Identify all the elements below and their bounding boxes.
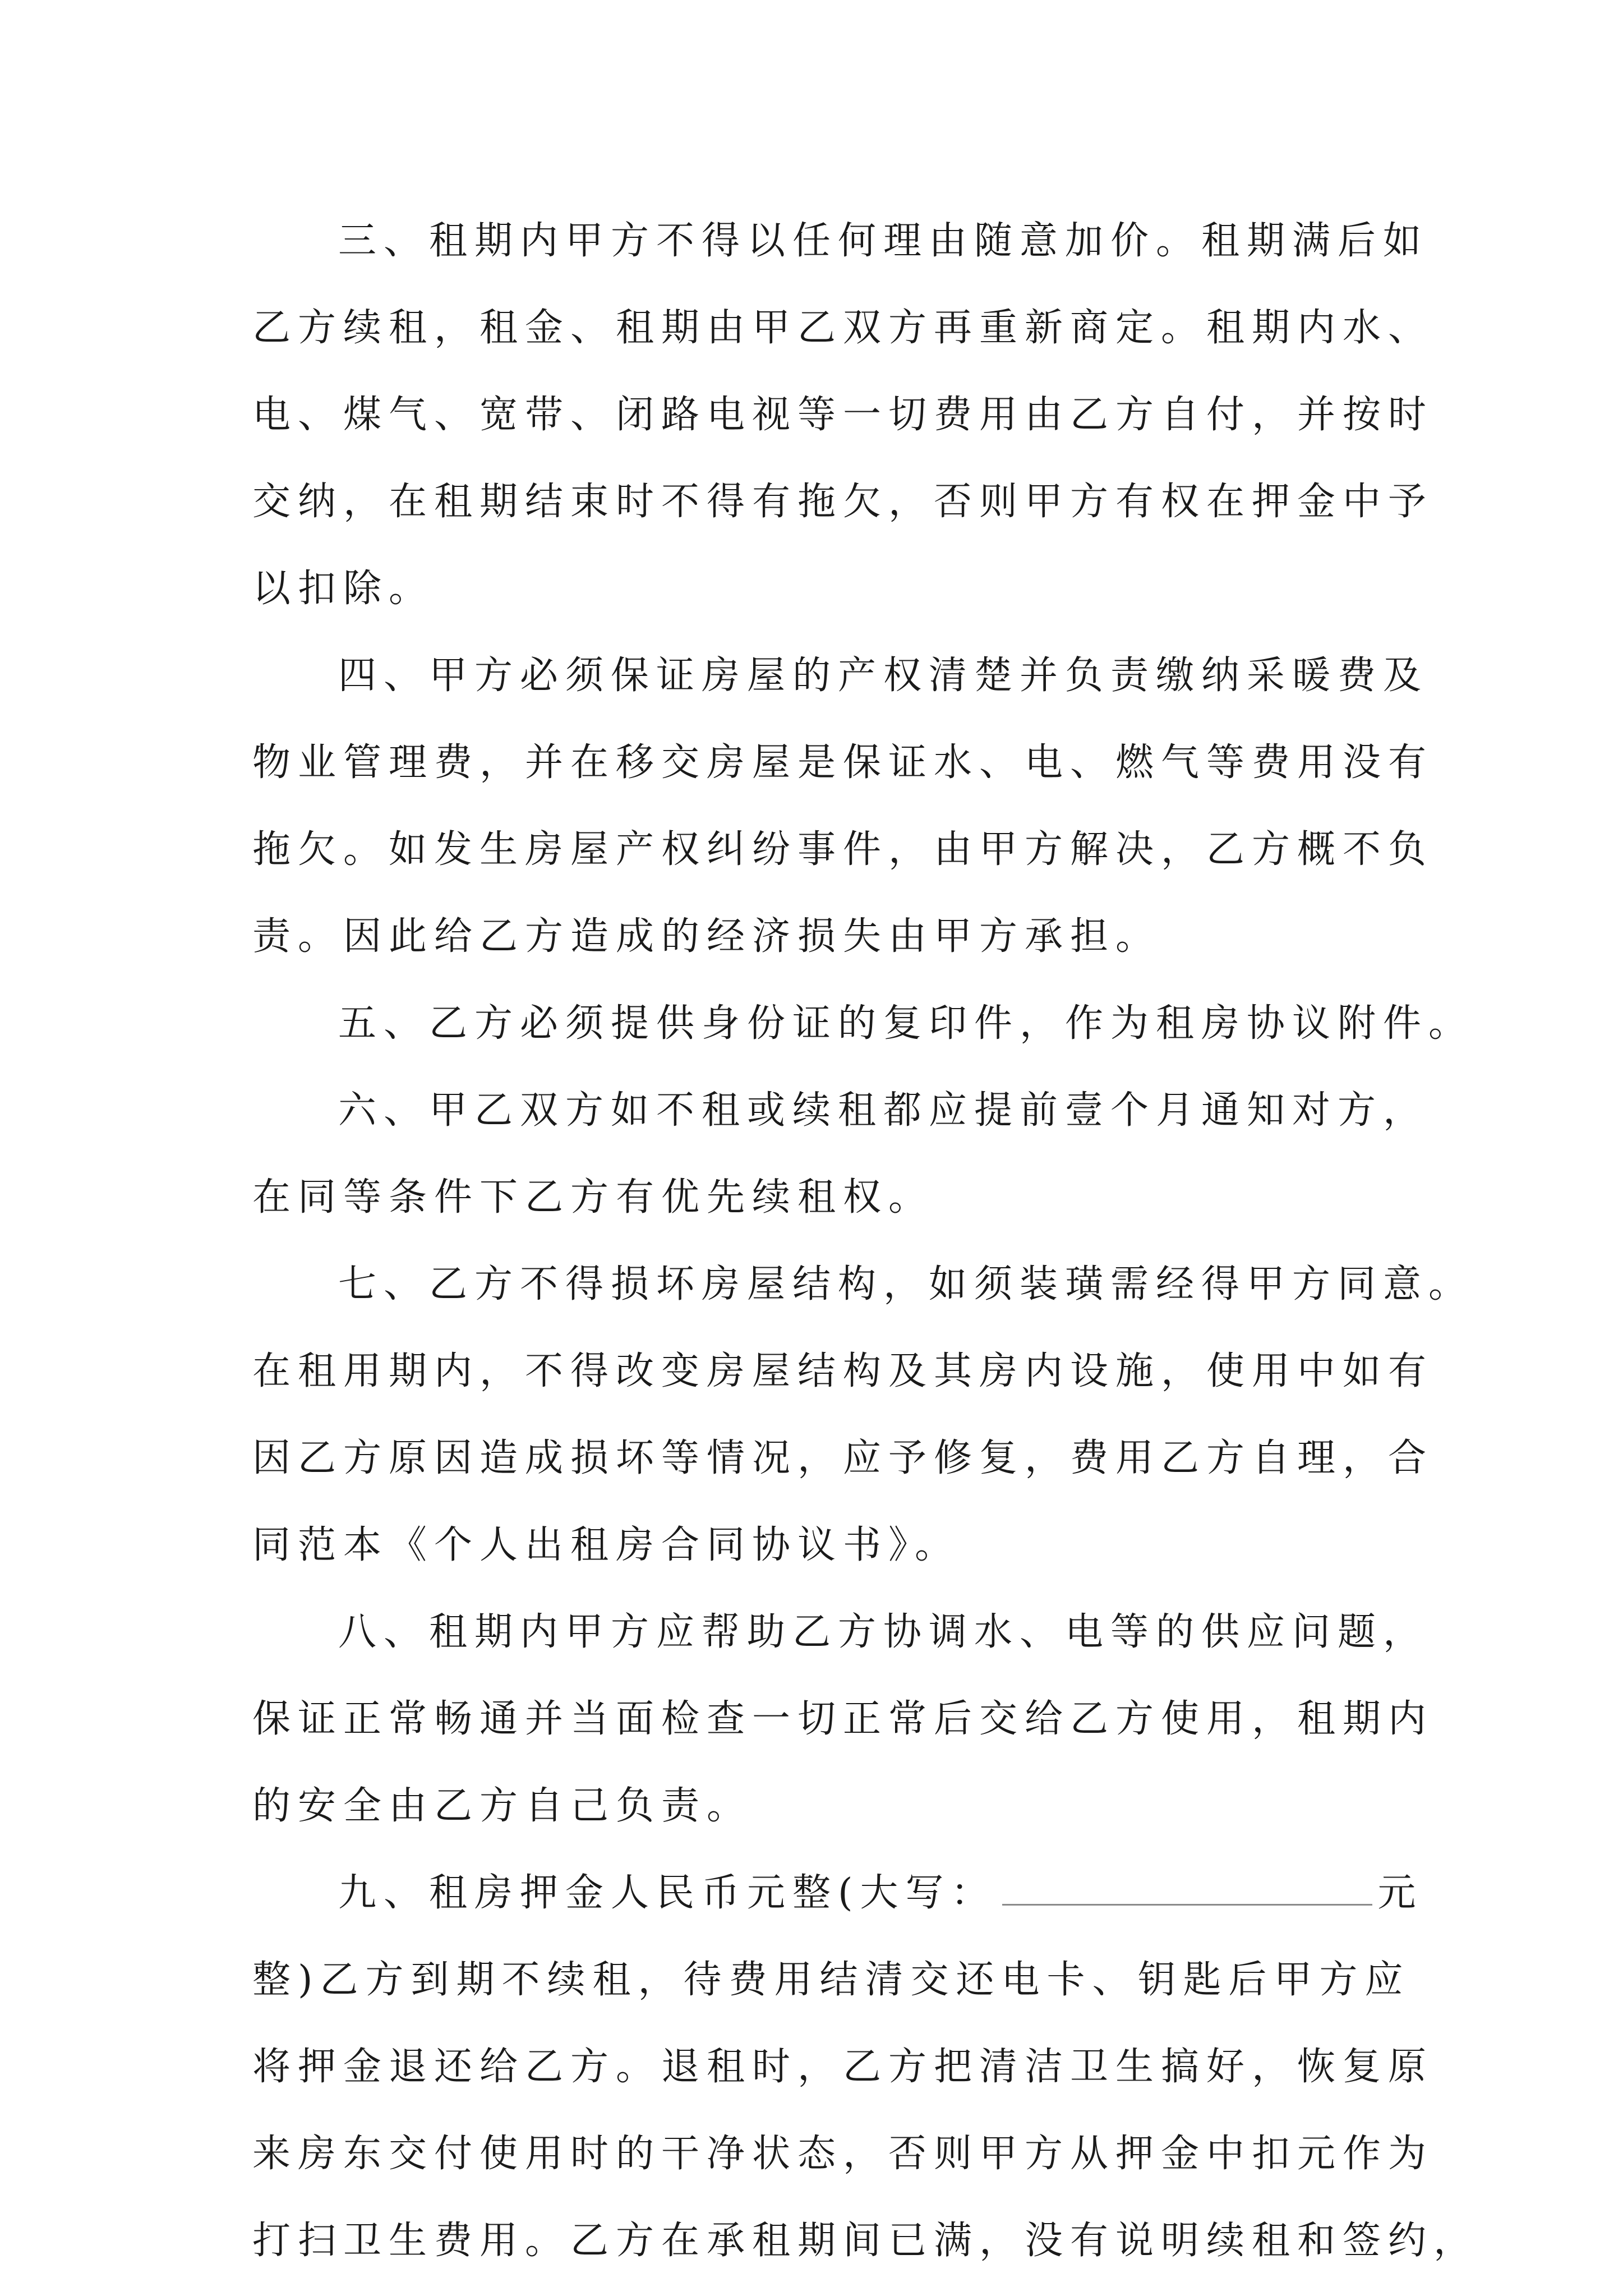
clause-4-line-1: 四、甲方必须保证房屋的产权清楚并负责缴纳采暖费及 [338,654,1429,698]
clause-3-line-2: 乙方续租，租金、租期由甲乙双方再重新商定。租期内水、 [252,306,1434,350]
clause-9-line-5: 打扫卫生费用。乙方在承租期间已满，没有说明续租和签约， [252,2219,1479,2263]
clause-4-line-2: 物业管理费，并在移交房屋是保证水、电、燃气等费用没有 [252,740,1434,785]
clause-3-line-1: 三、租期内甲方不得以任何理由随意加价。租期满后如 [338,219,1429,263]
clause-6-line-2: 在同等条件下乙方有优先续租权。 [252,1175,934,1220]
clause-7-line-1: 七、乙方不得损坏房屋结构，如须装璜需经得甲方同意。 [338,1262,1474,1306]
clause-9-text: 九、租房押金人民币元整(大写： [338,1871,997,1915]
clause-7-line-3: 因乙方原因造成损坏等情况，应予修复，费用乙方自理，合 [252,1436,1434,1480]
clause-7-line-4: 同范本《个人出租房合同协议书》。 [252,1523,961,1567]
clause-6-line-1: 六、甲乙双方如不租或续租都应提前壹个月通知对方， [338,1088,1429,1133]
deposit-amount-blank [1002,1868,1372,1906]
clause-9-line-2: 整)乙方到期不续租，待费用结清交还电卡、钥匙后甲方应 [252,1958,1410,2002]
clause-4-line-3: 拖欠。如发生房屋产权纠纷事件，由甲方解决，乙方概不负 [252,827,1434,872]
clause-9-line-3: 将押金退还给乙方。退租时，乙方把清洁卫生搞好，恢复原 [252,2045,1434,2089]
clause-8-line-3: 的安全由乙方自己负责。 [252,1784,753,1828]
clause-8-line-1: 八、租期内甲方应帮助乙方协调水、电等的供应问题， [338,1610,1429,1654]
clause-3-line-5: 以扣除。 [252,567,435,611]
clause-9-unit: 元 [1377,1871,1423,1915]
clause-3-line-4: 交纳，在租期结束时不得有拖欠，否则甲方有权在押金中予 [252,480,1434,524]
clause-7-line-2: 在租用期内，不得改变房屋结构及其房内设施，使用中如有 [252,1349,1434,1393]
clause-4-line-4: 责。因此给乙方造成的经济损失由甲方承担。 [252,914,1161,959]
clause-9-line-1 [338,1868,1423,1918]
clause-9-line-4: 来房东交付使用时的干净状态，否则甲方从押金中扣元作为 [252,2132,1434,2176]
clause-8-line-2: 保证正常畅通并当面检查一切正常后交给乙方使用，租期内 [252,1697,1434,1741]
clause-3-line-3: 电、煤气、宽带、闭路电视等一切费用由乙方自付，并按时 [252,393,1434,437]
clause-5-line-1: 五、乙方必须提供身份证的复印件，作为租房协议附件。 [338,1001,1474,1046]
